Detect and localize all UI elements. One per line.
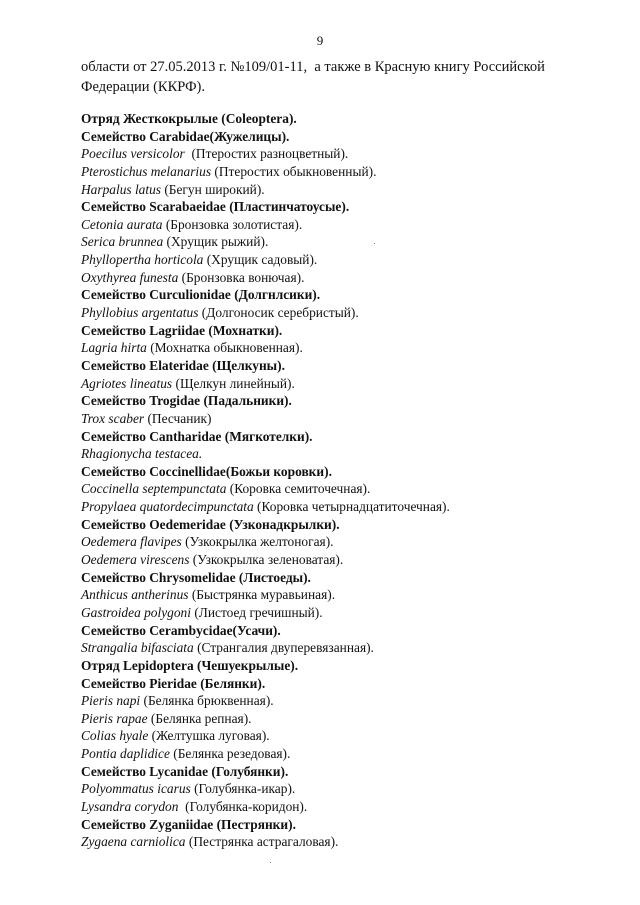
species-latin-name: Poecilus versicolor: [81, 146, 185, 162]
species-entry: [81, 692, 621, 710]
species-common-name: (Быстрянка муравьиная).: [188, 587, 336, 603]
taxon-heading: Отряд Жесткокрылые (Coleoptera).: [81, 111, 297, 126]
species-latin-name: Pterostichus melanarius: [81, 163, 212, 179]
species-common-name: (Голубянка-коридон).: [178, 798, 308, 814]
species-latin-name: Oxythyrea funesta: [81, 269, 179, 285]
taxon-heading: Семейство Elateridae (Щелкуны).: [81, 357, 285, 373]
species-common-name: (Бронзовка вонючая).: [178, 269, 305, 285]
species-entry: [81, 375, 621, 393]
species-entry: [81, 145, 621, 163]
species-latin-name: Pieris napi: [81, 693, 141, 709]
species-entry: [81, 480, 621, 498]
species-entry: [81, 745, 621, 763]
taxon-heading: Семейство Trogidae (Падальники).: [81, 393, 292, 409]
species-latin-name: Propylaea quatordecimpunctata: [81, 499, 254, 515]
species-entry: [81, 251, 621, 269]
species-latin-name: Phyllobius argentatus: [81, 305, 199, 321]
species-common-name: (Долгоносик серебристый).: [198, 305, 359, 321]
intro-paragraph: [81, 57, 601, 97]
species-latin-name: Pontia daplidice: [81, 746, 170, 762]
species-latin-name: Coccinella septempunctata: [81, 481, 227, 497]
species-entry: [81, 498, 621, 516]
species-latin-name: Trox scaber: [81, 410, 145, 426]
species-common-name: (Коровка четырнадцатиточечная).: [253, 499, 450, 515]
species-entry: [81, 780, 621, 798]
species-latin-name: Lagria hirta: [81, 340, 147, 356]
species-common-name: (Коровка семиточечная).: [226, 481, 371, 497]
species-common-name: (Хрущик рыжий).: [163, 234, 269, 250]
intro-line: области от 27.05.2013 г. №109/01-11, а также в Красную книгу Российской: [81, 59, 545, 75]
species-entry: [81, 798, 621, 816]
species-latin-name: Pieris rapae: [81, 710, 148, 726]
taxon-heading: Семейство Lagriidae (Мохнатки).: [81, 322, 283, 338]
taxon-heading: Отряд Lepidoptera (Чешуекрылые).: [81, 657, 299, 673]
taxon-heading: Семейство Chrysomelidae (Листоеды).: [81, 569, 311, 585]
species-entry: [81, 163, 621, 181]
species-entry: [81, 604, 621, 622]
species-entry: [81, 410, 621, 428]
species-common-name: (Бегун широкий).: [160, 181, 265, 197]
species-latin-name: Serica brunnea: [81, 234, 164, 250]
taxon-heading: Семейство Cerambycidae(Усачи).: [81, 622, 281, 638]
species-latin-name: Strangalia bifasciata: [81, 640, 194, 656]
species-common-name: (Хрущик садовый).: [203, 252, 318, 268]
species-common-name: (Мохнатка обыкновенная).: [146, 340, 303, 356]
species-latin-name: Polyommatus icarus: [81, 781, 191, 797]
species-list: [81, 110, 621, 851]
species-latin-name: Harpalus latus: [81, 181, 161, 197]
taxon-heading: Семейство Carabidae(Жужелицы).: [81, 128, 290, 144]
taxon-heading: Семейство Curculionidae (Долгнлсики).: [81, 287, 321, 303]
species-common-name: (Желтушка луговая).: [148, 728, 270, 744]
species-common-name: (Голубянка-икар).: [190, 781, 296, 797]
species-entry: [81, 639, 621, 657]
species-entry: [81, 216, 621, 234]
species-common-name: (Птеростих обыкновенный).: [211, 163, 377, 179]
taxon-heading: Семейство Oedemeridae (Узконадкрылки).: [81, 516, 340, 532]
species-common-name: (Странгалия двуперевязанная).: [193, 640, 374, 656]
species-entry: [81, 304, 621, 322]
species-entry: [81, 233, 621, 251]
species-latin-name: Colias hyale: [81, 728, 149, 744]
page-number: 9: [316, 33, 324, 48]
species-latin-name: Phyllopertha horticola: [81, 252, 204, 268]
taxon-heading: Семейство Zyganiidae (Пестрянки).: [81, 816, 296, 832]
species-latin-name: Cetonia aurata: [81, 216, 163, 232]
species-entry: [81, 445, 621, 463]
scan-speck: [374, 243, 375, 244]
species-latin-name: Agriotes lineatus: [81, 375, 173, 391]
species-latin-name: Zygaena carniolica: [81, 834, 186, 850]
species-common-name: (Узкокрылка зеленоватая).: [189, 552, 344, 568]
species-entry: [81, 710, 621, 728]
species-entry: [81, 586, 621, 604]
species-common-name: (Узкокрылка желтоногая).: [181, 534, 334, 550]
species-common-name: (Бронзовка золотистая).: [162, 216, 303, 232]
species-entry: [81, 727, 621, 745]
species-common-name: (Песчаник): [144, 410, 212, 426]
species-entry: [81, 181, 621, 199]
species-common-name: (Белянка резедовая).: [169, 746, 291, 762]
taxon-heading: Семейство Coccinellidae(Божьи коровки).: [81, 463, 332, 479]
species-entry: [81, 551, 621, 569]
species-latin-name: Anthicus antherinus: [81, 587, 189, 603]
species-entry: [81, 269, 621, 287]
species-common-name: (Белянка репная).: [147, 710, 252, 726]
species-common-name: (Белянка брюквенная).: [140, 693, 274, 709]
species-common-name: (Птеростих разноцветный).: [184, 146, 349, 162]
species-common-name: (Листоед гречишный).: [190, 604, 323, 620]
species-entry: [81, 533, 621, 551]
intro-line: Федерации (ККРФ).: [81, 79, 206, 95]
species-latin-name: Lysandra corydon: [81, 798, 179, 814]
species-common-name: (Пестрянка астрагаловая).: [185, 834, 339, 850]
species-common-name: (Щелкун линейный).: [172, 375, 295, 391]
species-latin-name: Oedemera virescens: [81, 552, 190, 568]
taxon-heading: Семейство Cantharidae (Мягкотелки).: [81, 428, 313, 444]
species-entry: [81, 339, 621, 357]
species-latin-name: Rhagionycha testacea.: [81, 446, 203, 462]
scan-speck: [270, 862, 271, 863]
taxon-heading: Семейство Scarabaeidae (Пластинчатоусые).: [81, 199, 350, 215]
taxon-heading: Семейство Lycanidae (Голубянки).: [81, 763, 289, 779]
taxon-heading: Семейство Pieridae (Белянки).: [81, 675, 266, 691]
species-latin-name: Gastroidea polygoni: [81, 604, 191, 620]
species-latin-name: Oedemera flavipes: [81, 534, 182, 550]
species-entry: [81, 833, 621, 851]
